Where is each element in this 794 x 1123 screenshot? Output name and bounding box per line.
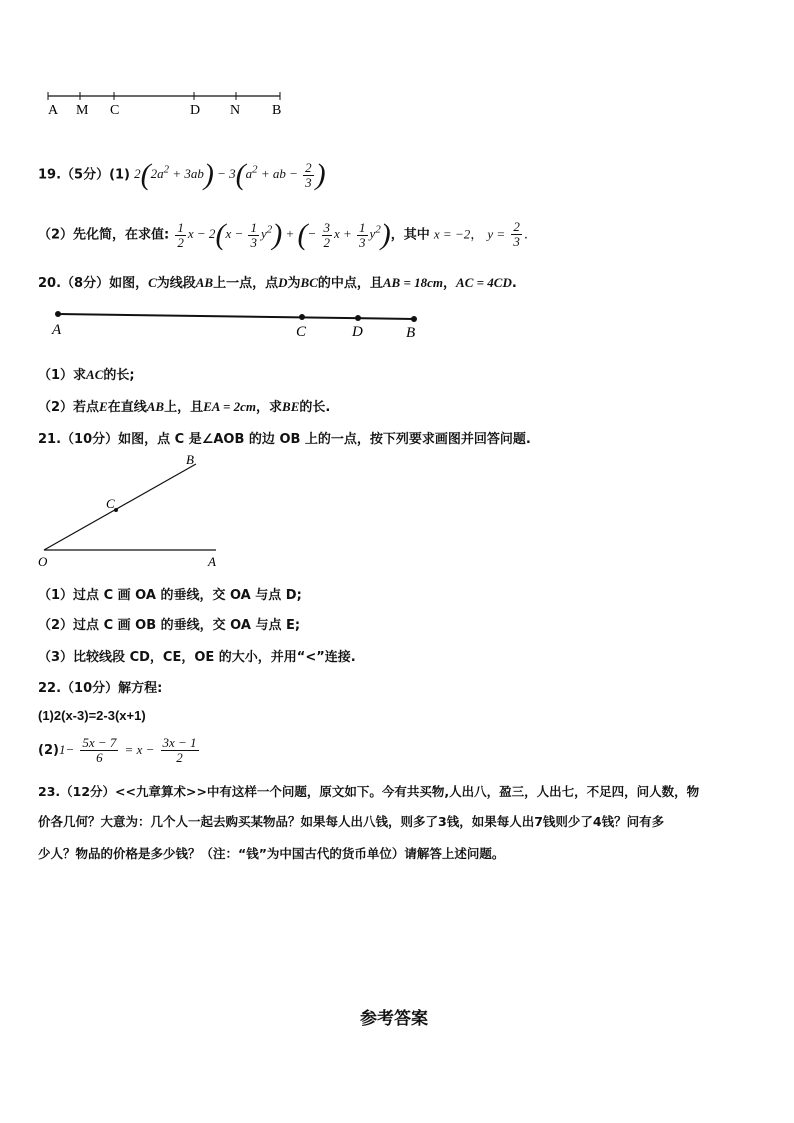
q21-sub2: （2）过点 C 画 OB 的垂线，交 OA 与点 E; xyxy=(38,618,301,633)
q20-sub2: （2）若点E在直线AB上，且EA = 2cm，求BE的长. xyxy=(38,399,331,415)
q22-eq2-frac1: $\frac{5x - 7}{6}$ xyxy=(82,735,117,765)
q20-label-c: C xyxy=(296,324,307,340)
q19-part2-tail: ，其中 xyxy=(390,227,430,243)
q20-text: 20.（8分）如图，C为线段AB上一点，点D为BC的中点，且AB = 18cm，AC = 4CD. xyxy=(38,275,517,291)
q19-part1 xyxy=(38,152,326,193)
q20-figure xyxy=(48,304,428,340)
label-d: D xyxy=(190,103,201,118)
q20-point-d xyxy=(355,315,361,321)
q19-expr2: $\frac{1}{2}$ x − 2(x − $\frac{1}{3}$ $y^2$) + (− $\frac{3}{2}$ x + $\frac{1}{3}$ $y^2$) xyxy=(177,218,391,252)
q19-expr1: $2(2a^2 + 3ab) - 3(a^2$ + ab − $\frac{2}{3}$ ) xyxy=(134,158,326,192)
q21-angle-figure xyxy=(36,452,236,572)
q21-label-c: C xyxy=(106,496,115,511)
q20-label-d: D xyxy=(352,324,363,340)
number-line-figure xyxy=(40,86,290,126)
q22-eq2-frac2: $\frac{3x - 1}{2}$ xyxy=(162,735,197,765)
q21-label-b: B xyxy=(186,452,194,467)
label-m: M xyxy=(76,103,89,118)
q23-line1: 23.（12分）<<九章算术>>中有这样一个问题，原文如下。今有共买物,人出八，盈三，人出七，不足四，问人数，物 xyxy=(38,784,700,799)
q23-line3: 少人？物品的价格是多少钱？（注：“钱”为中国古代的货币单位）请解答上述问题。 xyxy=(38,846,505,861)
q20-label-a: A xyxy=(52,322,62,338)
answer-title: 参考答案 xyxy=(360,1009,428,1029)
q20-sub1: （1）求AC的长; xyxy=(38,367,135,383)
q20-point-c xyxy=(299,314,305,320)
q20-point-a xyxy=(55,311,61,317)
q21-label-o: O xyxy=(38,554,48,569)
q22-eq2-mid: = x − xyxy=(124,742,155,757)
q19-part2 xyxy=(38,212,528,253)
q22-eq2-prefix: (2) xyxy=(38,743,59,758)
q19-head: 19.（5分）(1) xyxy=(38,167,131,183)
q20-label-b: B xyxy=(406,325,416,340)
q23-line2: 价各几何？大意为：几个人一起去购买某物品？如果每人出八钱，则多了3钱，如果每人出7钱则少了4钱？问有多 xyxy=(38,814,665,829)
q19-y-val: y = xyxy=(487,226,506,242)
q21-text: 21.（10分）如图，点 C 是∠AOB 的边 OB 上的一点，按下列要求画图并回答问题. xyxy=(38,432,531,447)
q19-sep: ， xyxy=(470,227,484,243)
q22-eq1: (1)2(x-3)=2-3(x+1) xyxy=(38,708,146,723)
q19-part2-head: （2）先化简，在求值: xyxy=(38,227,170,243)
q21-sub3: （3）比较线段 CD，CE，OE 的大小，并用“<”连接. xyxy=(38,650,356,665)
q19-x-val: x = −2 xyxy=(433,226,471,242)
q21-sub1: （1）过点 C 画 OA 的垂线，交 OA 与点 D; xyxy=(38,588,302,603)
q19-end: . xyxy=(523,227,528,243)
q19-y-frac: $\frac{2}{3}$ xyxy=(513,219,520,250)
q22-head: 22.（10分）解方程: xyxy=(38,681,163,696)
q20-point-b xyxy=(411,316,417,322)
label-c: C xyxy=(110,103,120,118)
label-a: A xyxy=(48,103,59,118)
ray-ob xyxy=(44,464,196,550)
q21-label-a: A xyxy=(208,554,216,569)
label-n: N xyxy=(230,103,241,118)
q22-eq2 xyxy=(38,732,201,769)
label-b: B xyxy=(272,103,282,118)
q22-eq2-one: 1− xyxy=(58,742,75,757)
